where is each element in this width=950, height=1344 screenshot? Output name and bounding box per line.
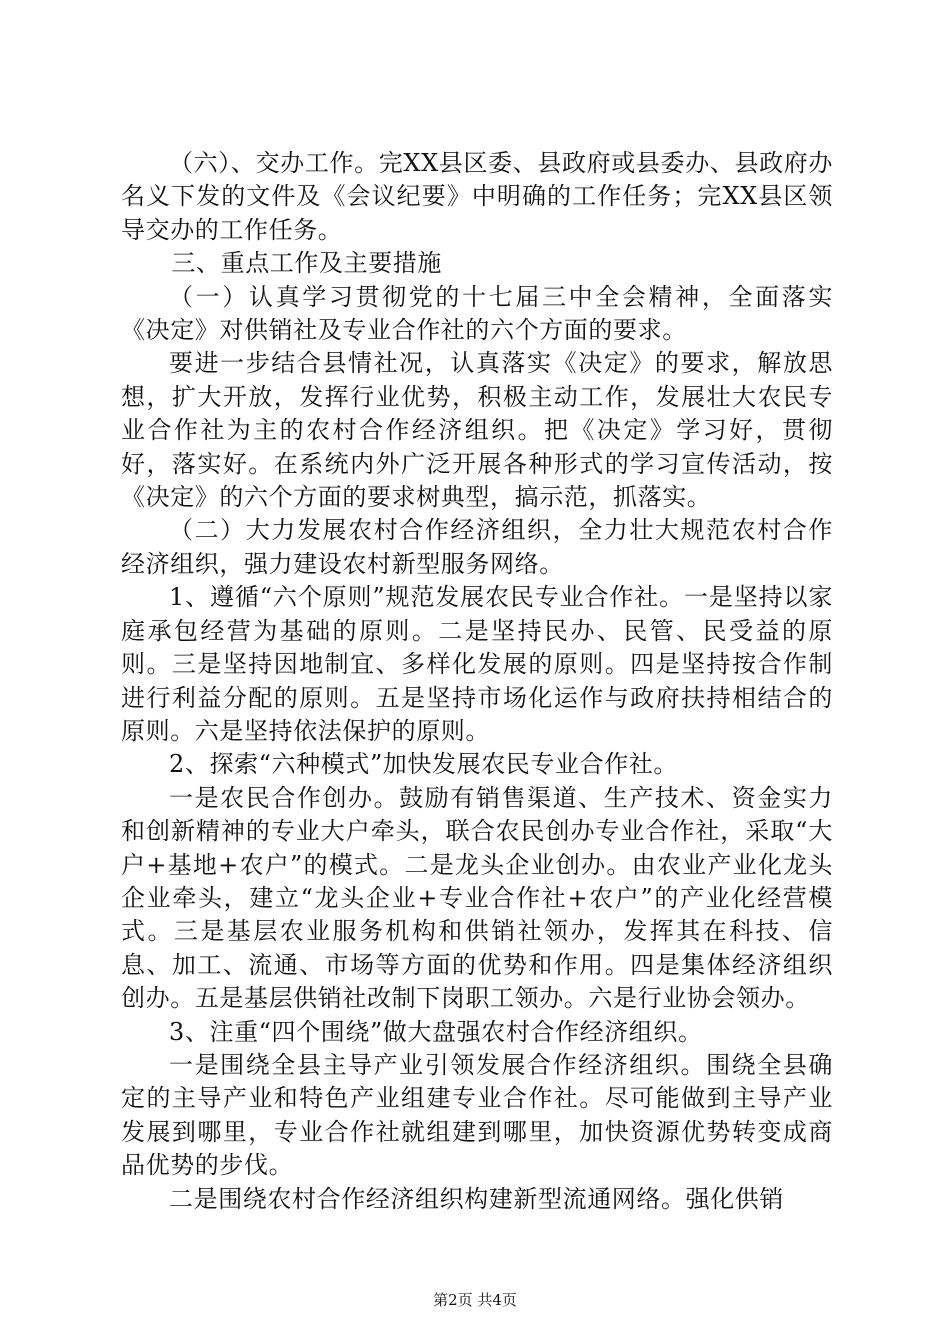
section-heading-key-work: 三、重点工作及主要措施 [171,249,442,278]
document-body [121,147,833,1216]
page-footer: 第2页 共4页 [433,1291,517,1309]
paragraph-assigned-work: （六）、交办工作。完XX县区委、县政府或县委办、县政府办名义下发的文件及《会议纪要》中明确的工作任务；完XX县区领导交办的工作任务。 [121,149,833,244]
paragraph-six-modes-title: 2、探索“六种模式”加快发展农民专业合作社。 [169,750,679,779]
paragraph-four-focuses-title: 3、注重“四个围绕”做大盘强农村合作经济组织。 [169,1017,703,1046]
paragraph-focus-one: 一是围绕全县主导产业引领发展合作经济组织。围绕全县确定的主导产业和特色产业组建专业合作社。尽可能做到主导产业发展到哪里，专业合作社就组建到哪里，加快资源优势转变成商品优势的步伐。 [121,1050,833,1180]
paragraph-six-principles: 1、遵循“六个原则”规范发展农民专业合作社。一是坚持以家庭承包经营为基础的原则。二是坚持民办、民管、民受益的原则。三是坚持因地制宜、多样化发展的原则。四是坚持按合作制进行利益分配的原则。五是坚持市场化运作与政府扶持相结合的原则。六是坚持依法保护的原则。 [121,583,833,745]
paragraph-six-modes-detail: 一是农民合作创办。鼓励有销售渠道、生产技术、资金实力和创新精神的专业大户牵头，联合农民创办专业合作社，采取“大户+基地+农户”的模式。二是龙头企业创办。由农业产业化龙头企业牵头，建立“龙头企业+专业合作社+农户”的产业化经营模式。三是基层农业服务机构和供销社领办，发挥其在科技、信息、加工、流通、市场等方面的优势和作用。四是集体经济组织创办。五是基层供销社改制下岗职工领办。六是行业协会领办。 [121,783,833,1013]
paragraph-focus-two: 二是围绕农村合作经济组织构建新型流通网络。强化供销 [169,1184,784,1213]
paragraph-develop-cooperatives: （二）大力发展农村合作经济组织，全力壮大规范农村合作经济组织，强力建设农村新型服务网络。 [121,516,833,578]
paragraph-implement-decision: 要进一步结合县情社况，认真落实《决定》的要求，解放思想，扩大开放，发挥行业优势，积极主动工作，发展壮大农民专业合作社为主的农村合作经济组织。把《决定》学习好，贯彻好，落实好。在系统内外广泛开展各种形式的学习宣传活动，按《决定》的六个方面的要求树典型，搞示范，抓落实。 [121,349,833,512]
paragraph-study-decision: （一）认真学习贯彻党的十七届三中全会精神，全面落实《决定》对供销社及专业合作社的六个方面的要求。 [121,282,833,345]
